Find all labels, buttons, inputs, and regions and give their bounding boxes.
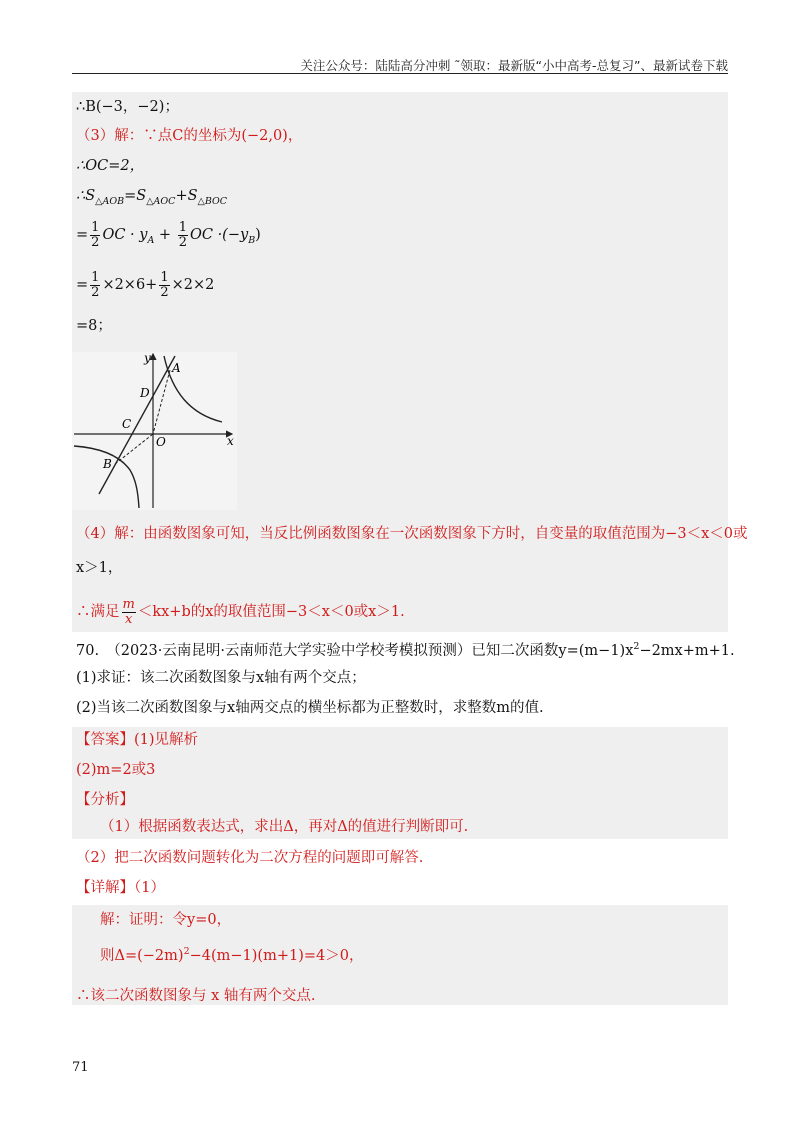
detail-step2: 则$\Delta=(-2m)^2-4(m-1)(m+1)=4>0$，	[100, 946, 364, 964]
solution-area-numeric: = $\frac{1}{2}$ ×2×6+ $\frac{1}{2}$ ×2×2	[76, 269, 215, 300]
point-d-label: D	[140, 386, 150, 400]
analysis-label: 【分析】	[76, 792, 134, 808]
fraction: $\frac{1}{2}$	[178, 219, 187, 250]
solution-area-result: =8；	[76, 318, 112, 334]
header-divider	[72, 73, 728, 74]
fraction: $\frac{m}{x}$	[122, 596, 135, 627]
segment-ob	[115, 434, 153, 464]
fraction: $\frac{1}{2}$	[91, 269, 100, 300]
detail-label: 【详解】（1）	[76, 880, 165, 896]
page-number: 71	[72, 1060, 89, 1075]
solution-area-sum: $\therefore S_{\triangle AOB}=S_{\triangle AOC}+S_{\triangle BOC}$	[76, 188, 228, 207]
point-c-label: C	[122, 417, 132, 431]
fraction: $\frac{1}{2}$	[160, 269, 169, 300]
y-axis-label: y	[144, 352, 151, 365]
function-graph	[72, 352, 237, 510]
question-70-part2: (2)当该二次函数图象与x轴两交点的横坐标都为正整数时，求整数m的值.	[76, 700, 544, 716]
question-70-part1: (1)求证：该二次函数图象与x轴有两个交点；	[76, 670, 366, 686]
detail-conclusion: ∴该二次函数图象与 x 轴有两个交点.	[76, 988, 316, 1004]
solution-area-formula: = $\frac{1}{2}$ OC · $y_A$ + $\frac{1}{2}$ OC $\cdot(-y_B)$	[76, 219, 261, 250]
solution-part4-continued: x＞1，	[76, 560, 123, 576]
detail-step1: 解：证明：令y=0，	[100, 912, 232, 928]
answer-label: 【答案】(1)见解析	[76, 732, 199, 748]
hyperbola-branch-left	[74, 446, 139, 508]
point-b-label: B	[103, 457, 112, 471]
analysis-step2: （2）把二次函数问题转化为二次方程的问题即可解答.	[76, 850, 424, 866]
point-a-label: A	[172, 361, 181, 375]
page-header: 关注公众号：陆陆高分冲刺 ˜领取：最新版“小中高考-总复习”、最新试卷下载	[300, 58, 728, 73]
solution-part3-heading: （3）解：∵点C的坐标为(−2,0)，	[76, 128, 303, 144]
linear-function-line	[99, 356, 175, 494]
fraction: $\frac{1}{2}$	[91, 219, 100, 250]
question-70-stem: 70. （2023·云南昆明·云南师范大学实验中学校考模拟预测）已知二次函数$y=(m-1)x^2-2mx+m+1$.	[76, 641, 735, 659]
solution-conclusion: ∴满足 $\frac{m}{x}$ ＜kx+b的x的取值范围−3＜x＜0或x＞1.	[76, 596, 405, 627]
solution-line-b: ∴B(−3，−2)；	[76, 99, 179, 115]
function-graph-svg	[72, 352, 237, 510]
analysis-step1: （1）根据函数表达式，求出Δ，再对Δ的值进行判断即可.	[100, 819, 469, 835]
point-o-label: O	[156, 435, 166, 449]
solution-part4: （4）解：由函数图象可知，当反比例函数图象在一次函数图象下方时，自变量的取值范围为−3＜x＜0或	[76, 526, 748, 542]
x-axis-label: x	[227, 434, 234, 448]
answer-part2: (2)m=2或3	[76, 762, 156, 778]
solution-line-oc: ∴OC=2，	[76, 158, 145, 174]
